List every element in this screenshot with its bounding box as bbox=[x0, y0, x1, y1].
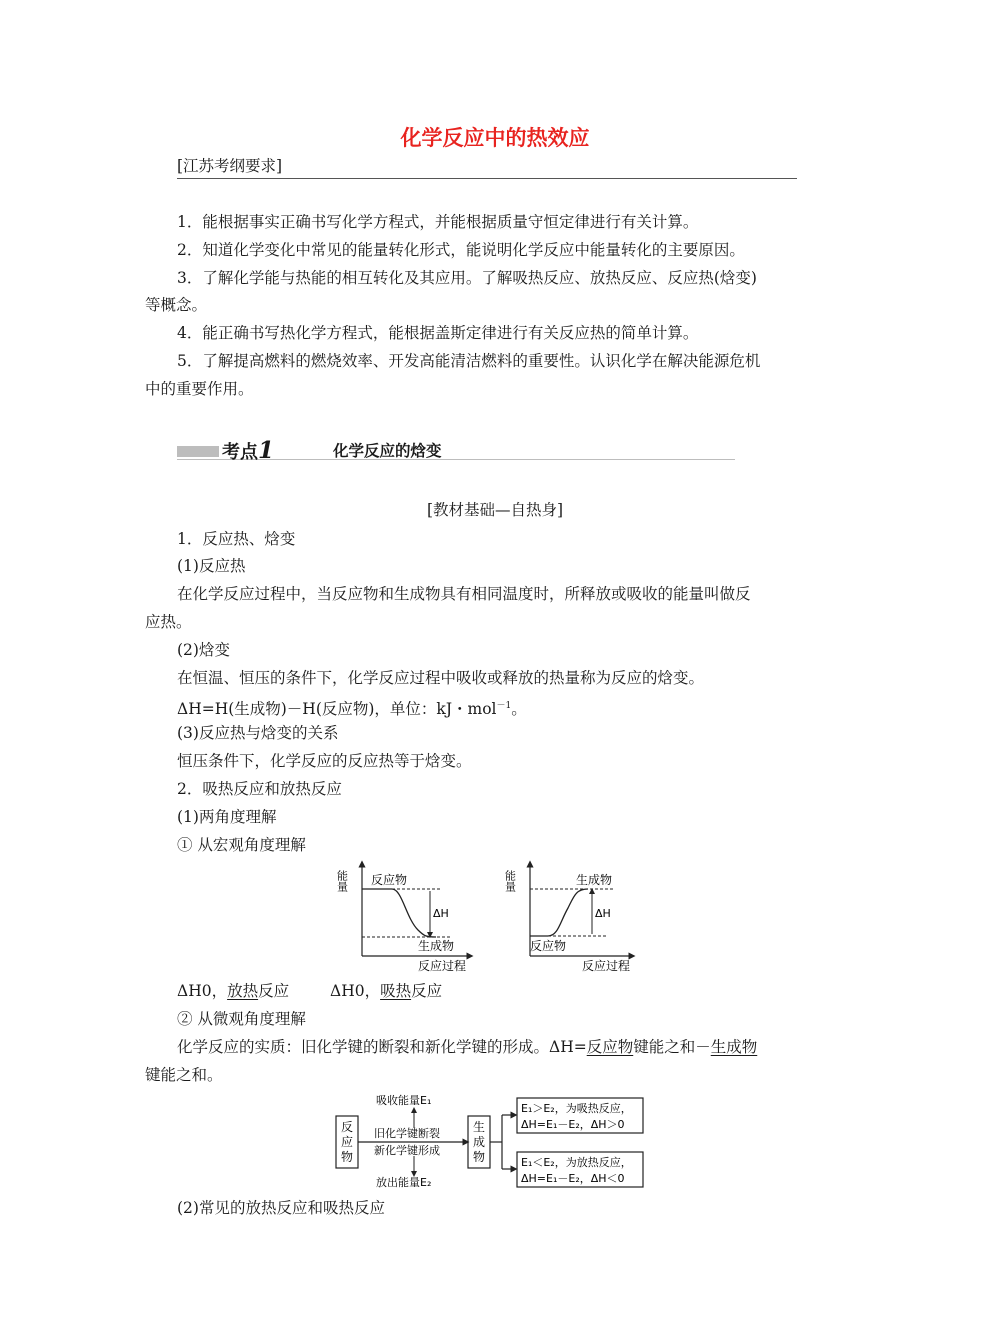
exothermic-graph bbox=[336, 864, 471, 973]
subheading: (3)反应热与焓变的关系 bbox=[177, 724, 339, 742]
graph-label: 反应物 bbox=[530, 939, 567, 953]
product-char: 生 bbox=[472, 1120, 486, 1134]
essence-text: 键能之和－ bbox=[633, 1038, 711, 1056]
section-bar bbox=[177, 446, 219, 457]
x-axis-label: 反应过程 bbox=[418, 959, 467, 973]
requirement-item: 5．了解提高燃料的燃烧效率、开发高能清洁燃料的重要性。认识化学在解决能源危机 bbox=[177, 352, 761, 370]
subheading: (2)常见的放热反应和吸热反应 bbox=[177, 1199, 385, 1217]
requirement-item: 1．能根据事实正确书写化学方程式，并能根据质量守恒定律进行有关计算。 bbox=[177, 213, 699, 231]
y-axis-label: 能量 bbox=[335, 870, 349, 892]
energy-diagrams bbox=[335, 858, 650, 976]
bond-energy-diagram bbox=[330, 1090, 650, 1192]
paragraph: 键能之和。 bbox=[145, 1066, 223, 1084]
essence-underlined: 反应物 bbox=[586, 1038, 634, 1056]
break-label: 旧化学键断裂 bbox=[374, 1127, 440, 1140]
section-label bbox=[222, 437, 274, 464]
requirement-item: 等概念。 bbox=[145, 296, 208, 314]
heading-2: 2．吸热反应和放热反应 bbox=[177, 780, 342, 798]
formula-text: ΔH=H(生成物)－H(反应物)，单位：kJ・mol bbox=[177, 700, 497, 719]
caption-underlined: 放热 bbox=[227, 982, 259, 1000]
requirement-item: 中的重要作用。 bbox=[145, 380, 254, 398]
essence-text: 化学反应的实质：旧化学键的断裂和新化学键的形成。ΔH= bbox=[177, 1038, 587, 1056]
essence-line bbox=[177, 1037, 757, 1057]
delta-h-label: ΔH bbox=[595, 907, 611, 920]
exothermic-line: E₁＜E₂，为放热反应， bbox=[521, 1156, 632, 1169]
absorb-label: 吸收能量E₁ bbox=[376, 1094, 432, 1107]
subheading: (1)两角度理解 bbox=[177, 808, 277, 826]
release-label: 放出能量E₂ bbox=[376, 1176, 432, 1189]
x-axis-label: 反应过程 bbox=[582, 959, 631, 973]
y-axis-label: 能量 bbox=[503, 870, 517, 892]
requirement-item: 3．了解化学能与热能的相互转化及其应用。了解吸热反应、放热反应、反应热(焓变) bbox=[177, 269, 757, 287]
paragraph: 应热。 bbox=[145, 613, 192, 631]
caption-underlined: 吸热 bbox=[380, 982, 412, 1000]
product-char: 物 bbox=[472, 1150, 486, 1164]
requirement-item: 4．能正确书写热化学方程式，能根据盖斯定律进行有关反应热的简单计算。 bbox=[177, 324, 699, 342]
reactant-char: 反 bbox=[340, 1120, 354, 1134]
endothermic-graph bbox=[504, 864, 633, 973]
form-label: 新化学键形成 bbox=[374, 1144, 440, 1157]
paragraph: 在化学反应过程中，当反应物和生成物具有相同温度时，所释放或吸收的能量叫做反 bbox=[177, 585, 751, 603]
paragraph: 恒压条件下，化学反应的反应热等于焓变。 bbox=[177, 752, 472, 770]
endothermic-line: ΔH=E₁－E₂，ΔH＞0 bbox=[521, 1118, 625, 1131]
heading-1: 1．反应热、焓变 bbox=[177, 530, 296, 548]
subheading: (2)焓变 bbox=[177, 641, 230, 659]
endothermic-line: E₁＞E₂，为吸热反应， bbox=[521, 1102, 632, 1115]
subheading: (1)反应热 bbox=[177, 557, 246, 575]
caption-text: ΔH0， bbox=[177, 982, 228, 1000]
reactant-char: 应 bbox=[340, 1135, 354, 1149]
subheading: ② 从微观角度理解 bbox=[177, 1010, 306, 1028]
caption-text: 反应 bbox=[411, 982, 443, 1000]
caption-exothermic bbox=[177, 981, 289, 1001]
basis-label: [教材基础—自热身] bbox=[426, 501, 564, 519]
formula-sup: －1 bbox=[496, 701, 512, 711]
reactant-char: 物 bbox=[340, 1150, 354, 1164]
caption-endothermic bbox=[330, 981, 442, 1001]
formula-end: 。 bbox=[511, 700, 527, 719]
delta-h-label: ΔH bbox=[433, 907, 449, 920]
graph-label: 反应物 bbox=[371, 873, 408, 887]
subheading: ① 从宏观角度理解 bbox=[177, 836, 306, 854]
section-prefix: 考点 bbox=[222, 442, 258, 463]
graph-label: 生成物 bbox=[576, 873, 613, 887]
dashed-rule bbox=[177, 178, 797, 179]
section-title: 化学反应的焓变 bbox=[333, 442, 442, 460]
requirements-header: [江苏考纲要求] bbox=[177, 157, 283, 175]
section-number: 1 bbox=[258, 437, 275, 464]
enthalpy-formula bbox=[177, 696, 527, 719]
exothermic-line: ΔH=E₁－E₂，ΔH＜0 bbox=[521, 1172, 625, 1185]
caption-text: ΔH0， bbox=[330, 982, 381, 1000]
requirement-item: 2．知道化学变化中常见的能量转化形式，能说明化学反应中能量转化的主要原因。 bbox=[177, 241, 745, 259]
caption-text: 反应 bbox=[258, 982, 290, 1000]
essence-underlined: 生成物 bbox=[710, 1038, 758, 1056]
graph-label: 生成物 bbox=[418, 939, 455, 953]
paragraph: 在恒温、恒压的条件下，化学反应过程中吸收或释放的热量称为反应的焓变。 bbox=[177, 669, 705, 687]
page-title: 化学反应中的热效应 bbox=[400, 126, 590, 150]
product-char: 成 bbox=[472, 1135, 486, 1149]
